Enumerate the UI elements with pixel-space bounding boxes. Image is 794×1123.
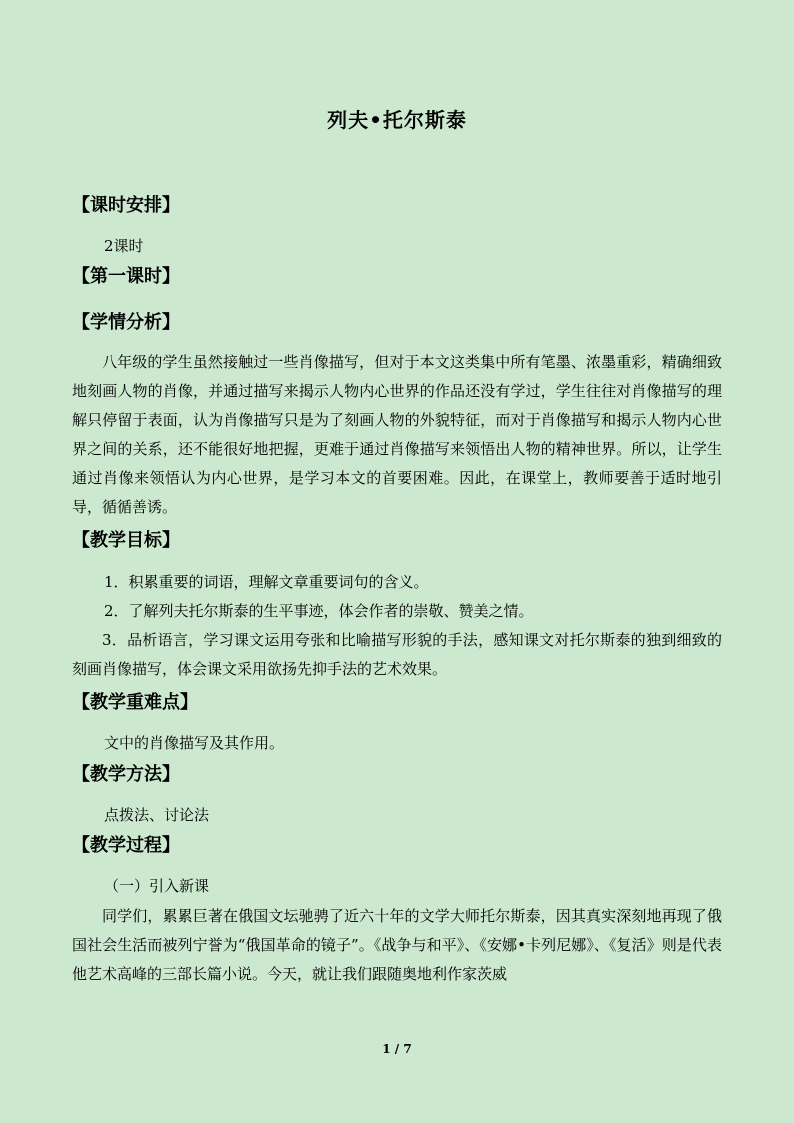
goals-heading: 【教学目标】 (72, 530, 180, 551)
process-paragraph: 同学们，累累巨著在俄国文坛驰骋了近六十年的文学大师托尔斯泰，因其真实深刻地再现了俄国社会生活而被列宁誉为“俄国革命的镜子”。《战争与和平》、《安娜•卡列尼娜》、《复活》则是代表他艺术高峰的三部长篇小说。今天，就让我们跟随奥地利作家茨威 (72, 907, 722, 983)
process-heading: 【教学过程】 (72, 835, 180, 856)
page-title: 列夫•托尔斯泰 (327, 108, 467, 132)
key-points-text: 文中的肖像描写及其作用。 (104, 734, 285, 752)
analysis-heading: 【学情分析】 (72, 312, 180, 333)
analysis-paragraph: 八年级的学生虽然接触过一些肖像描写，但对于本文这类集中所有笔墨、浓墨重彩，精确细致地刻画人物的肖像，并通过描写来揭示人物内心世界的作品还没有学过，学生往往对肖像描写的理解只停留于表面，认为肖像描写只是为了刻画人物的外貌特征，而对于肖像描写和揭示人物内心世界之间的关系，还不能很好地把握，更难于通过肖像描写来领悟出人物的精神世界。所以，让学生通过肖像来领悟认为内心世界，是学习本文的首要困难。因此，在课堂上，教师要善于适时地引导，循循善诱。 (72, 353, 722, 516)
schedule-heading: 【课时安排】 (72, 195, 180, 216)
process-step: （一）引入新课 (104, 877, 210, 895)
lesson-heading: 【第一课时】 (72, 266, 180, 287)
page-number: 1 / 7 (382, 1042, 412, 1056)
key-points-heading: 【教学重难点】 (72, 692, 198, 713)
goal-item: 3．品析语言，学习课文运用夸张和比喻描写形貌的手法，感知课文对托尔斯泰的独到细致的刻画肖像描写，体会课文采用欲扬先抑手法的艺术效果。 (72, 631, 722, 678)
methods-heading: 【教学方法】 (72, 764, 180, 785)
methods-text: 点拨法、讨论法 (104, 806, 210, 824)
goal-item: 1．积累重要的词语，理解文章重要词句的含义。 (104, 573, 429, 591)
schedule-text: 2课时 (104, 237, 144, 255)
goal-item: 2．了解列夫托尔斯泰的生平事迹，体会作者的崇敬、赞美之情。 (104, 602, 534, 620)
